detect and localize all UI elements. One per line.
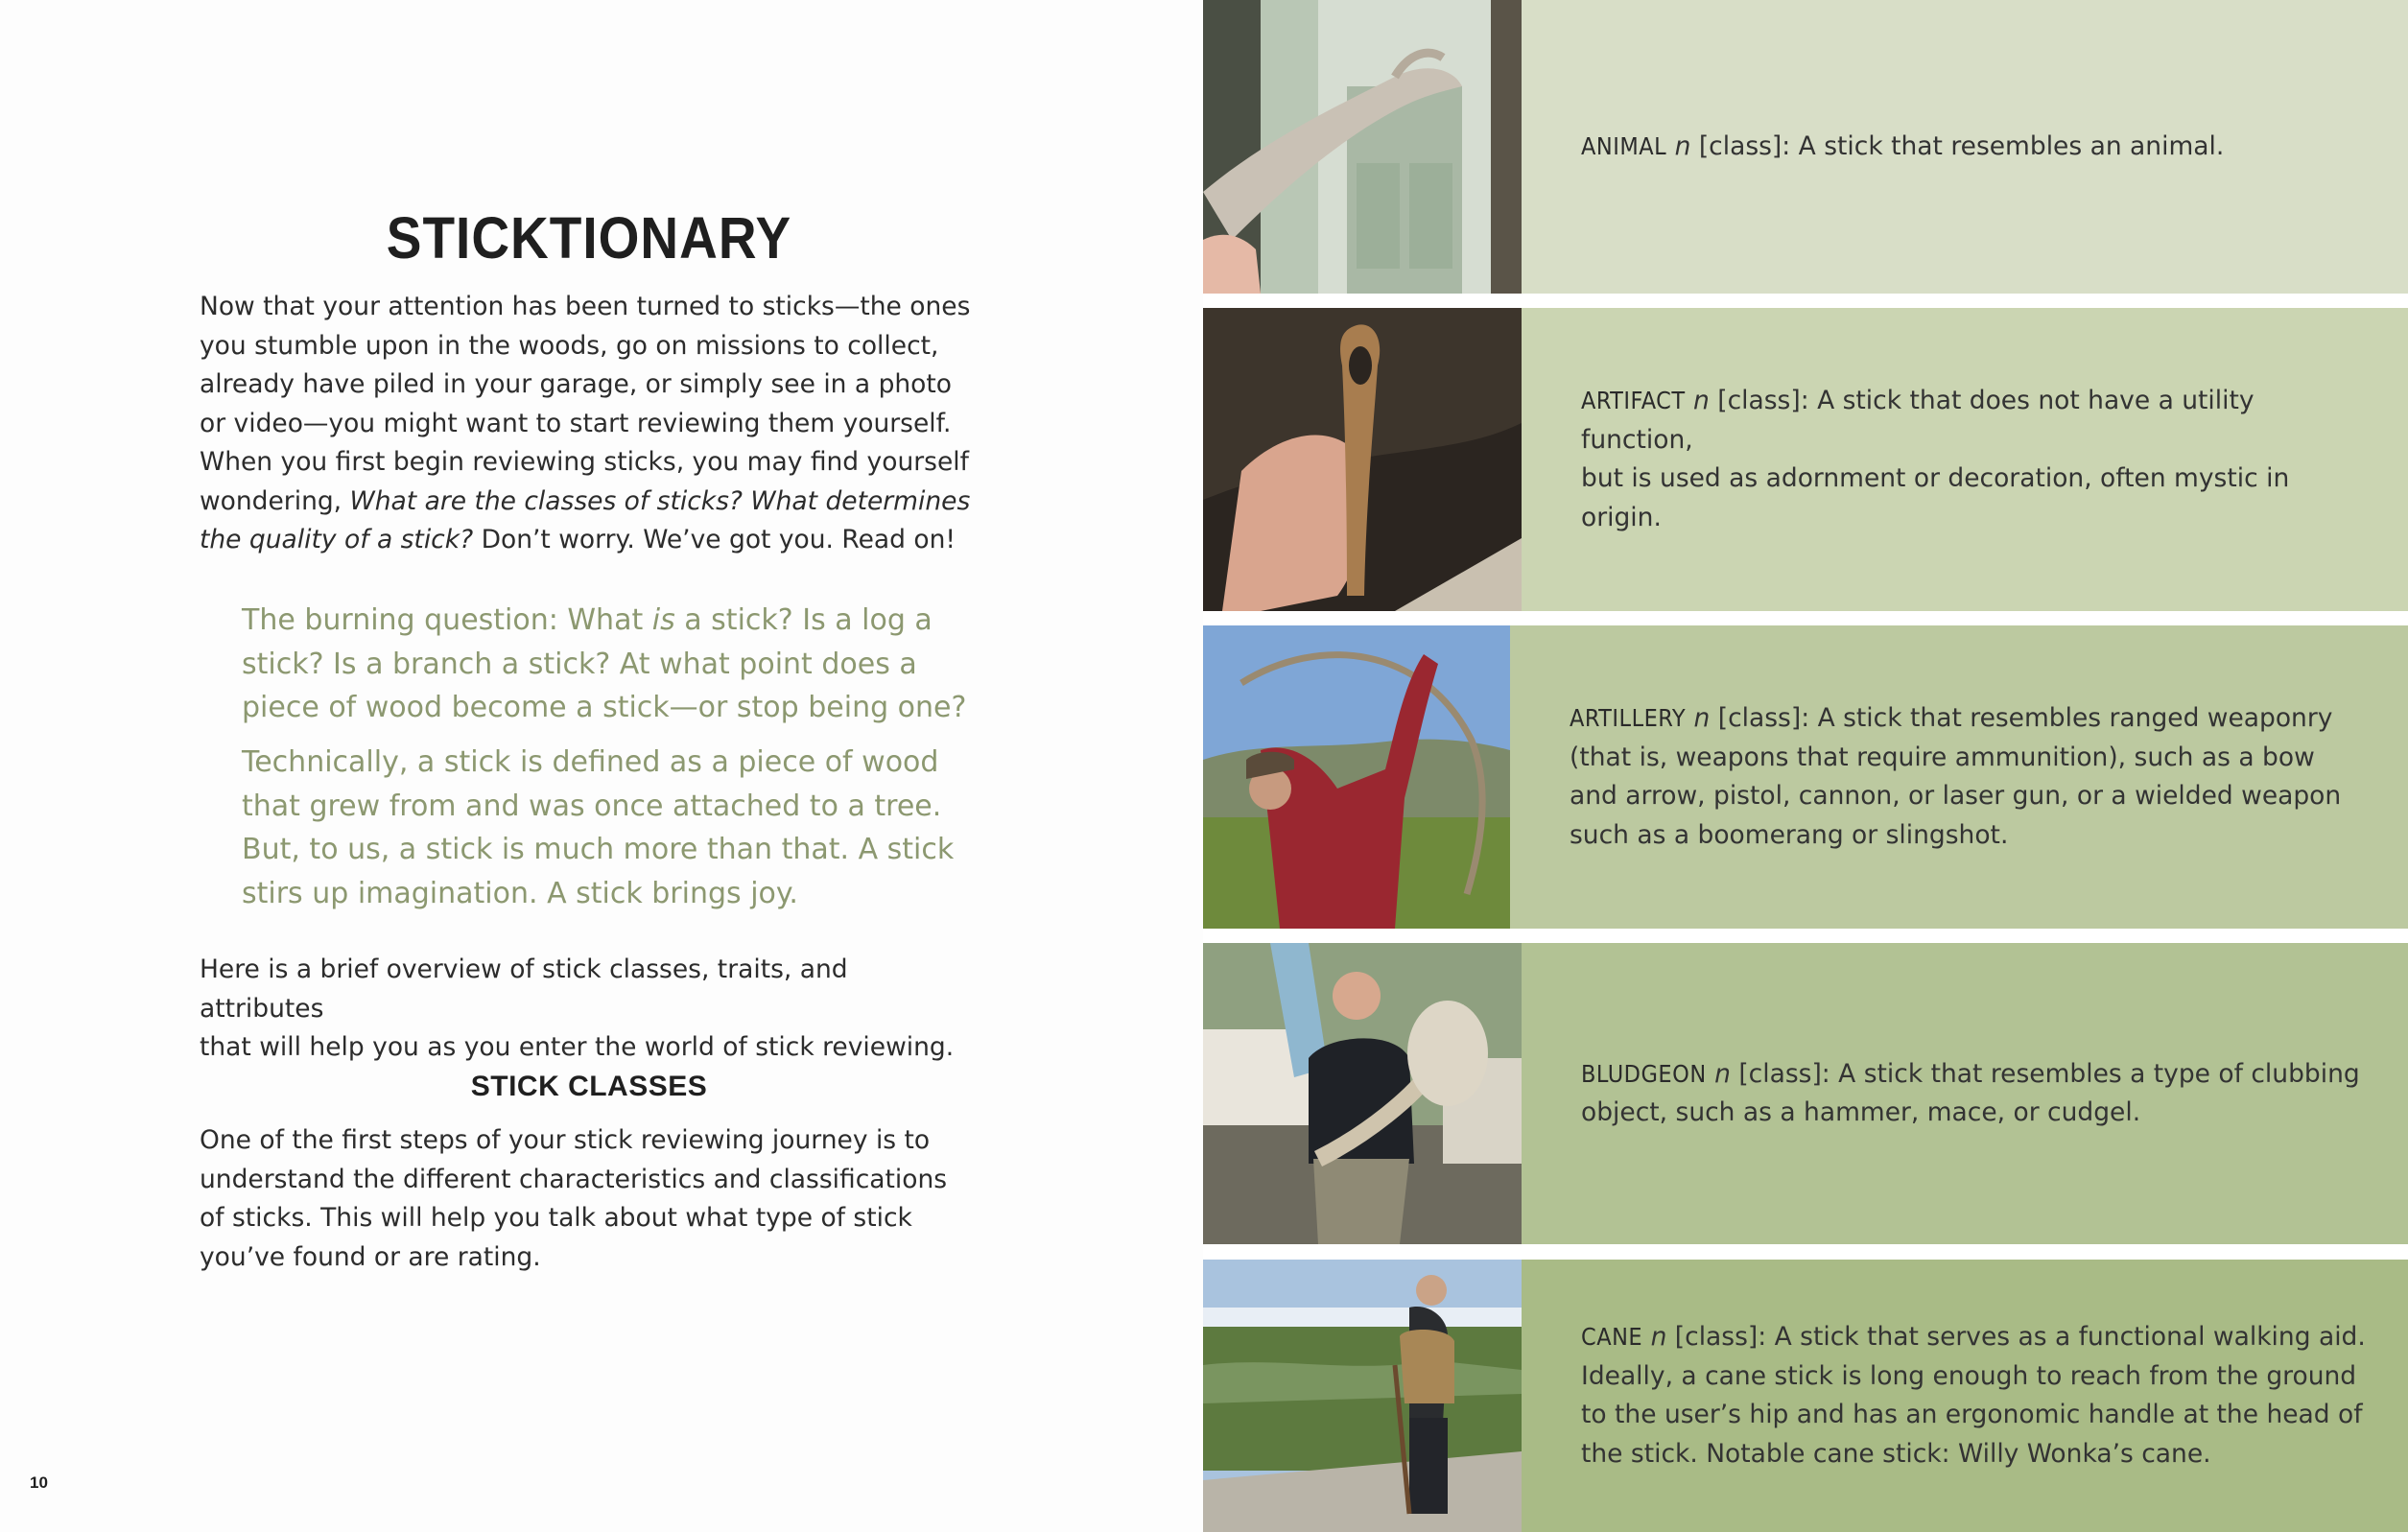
intro-line: or video—you might want to start reviewing them yourself. (200, 408, 952, 438)
intro-italic-text: What are the classes of sticks? What determines (349, 485, 971, 516)
quote-line: piece of wood become a stick—or stop being one? (242, 691, 967, 724)
definition-line: A stick that does not have a utility function, (1581, 386, 2255, 455)
pull-quote-definition (242, 741, 985, 915)
intro-line: When you first begin reviewing sticks, you may find yourself (200, 447, 969, 477)
definition-line: to the user’s hip and has an ergonomic handle at the head of (1581, 1400, 2363, 1429)
part-of-speech: n (1674, 130, 1691, 161)
entry-term: ANIMAL (1581, 131, 1667, 160)
definition-line: (that is, weapons that require ammunition), such as a bow (1570, 742, 2315, 772)
dictionary-entry-bludgeon (1203, 943, 2408, 1244)
left-page (0, 0, 1203, 1532)
intro-line: you stumble upon in the woods, go on missions to collect, (200, 330, 939, 361)
entry-term: ARTIFACT (1581, 387, 1686, 414)
carved-artifact-stick-photo (1203, 308, 1522, 611)
intro-line: Now that your attention has been turned to sticks—the ones (200, 292, 971, 321)
definition-line: A stick that resembles ranged weaponry (1817, 703, 2333, 733)
dictionary-entry-artifact (1203, 308, 2408, 611)
entry-term: CANE (1581, 1323, 1643, 1351)
intro-text: wondering, (200, 485, 350, 516)
quote-line (242, 599, 985, 643)
classes-intro-line: One of the first steps of your stick reviewing journey is to (200, 1125, 931, 1155)
definition-panel (1510, 625, 2408, 929)
overview-paragraph (200, 951, 979, 1068)
entry-term: ARTILLERY (1570, 704, 1687, 732)
overview-line: that will help you as you enter the world of stick reviewing. (200, 1032, 955, 1062)
dictionary-entry-artillery (1203, 625, 2408, 929)
quote-line: stirs up imagination. A stick brings joy. (242, 876, 798, 910)
definition-line: object, such as a hammer, mace, or cudgel. (1581, 1097, 2141, 1127)
dictionary-entry-animal (1203, 0, 2408, 294)
definition-text (1581, 1055, 2368, 1133)
section-heading: STICK CLASSES (470, 1071, 708, 1102)
definition-line: but is used as adornment or decoration, often mystic in origin. (1581, 463, 2290, 532)
quote-line: Technically, a stick is defined as a piece of wood (242, 745, 939, 779)
entry-term: BLUDGEON (1581, 1059, 1707, 1088)
intro-line (200, 483, 979, 522)
club-stick-man-photo (1203, 943, 1522, 1244)
entry-classifier: [class]: (1666, 1322, 1775, 1352)
definition-line: and arrow, pistol, cannon, or laser gun, or a wielded weapon (1570, 781, 2342, 811)
definition-line: A stick that resembles an animal. (1798, 130, 2225, 161)
definition-panel (1522, 0, 2408, 294)
definition-panel (1522, 1260, 2408, 1532)
part-of-speech: n (1693, 703, 1711, 733)
driftwood-animal-stick-photo (1203, 0, 1522, 294)
entry-classifier: [class]: (1709, 386, 1818, 415)
entry-classifier: [class]: (1690, 130, 1799, 161)
intro-text: Don’t worry. We’ve got you. Read on! (473, 525, 956, 554)
quote-line: that grew from and was once attached to a tree. (242, 789, 942, 823)
walking-cane-hiker-photo (1203, 1260, 1522, 1532)
classes-intro-line: understand the different characteristics and classifications (200, 1164, 948, 1194)
intro-line (200, 521, 979, 560)
intro-line: already have piled in your garage, or simply see in a photo (200, 369, 953, 399)
definition-panel (1522, 943, 2408, 1244)
intro-paragraph (200, 288, 979, 560)
overview-line: Here is a brief overview of stick classes, traits, and attributes (200, 955, 848, 1024)
classes-intro-paragraph (200, 1121, 979, 1277)
page-number: 10 (30, 1473, 48, 1492)
bow-stick-man-photo (1203, 625, 1510, 929)
classes-intro-line: you’ve found or are rating. (200, 1241, 541, 1272)
part-of-speech: n (1693, 386, 1710, 415)
definition-line: the stick. Notable cane stick: Willy Wonka’s cane. (1581, 1438, 2211, 1469)
definition-line: A stick that resembles a type of clubbing (1838, 1058, 2360, 1089)
quote-line: stick? Is a branch a stick? At what point does a (242, 647, 917, 681)
quote-emphasis: is (651, 603, 675, 637)
definition-panel (1522, 308, 2408, 611)
quote-text: The burning question: What (242, 603, 652, 637)
part-of-speech: n (1714, 1058, 1731, 1089)
pull-quote-question (242, 599, 985, 730)
entry-classifier: [class]: (1730, 1058, 1839, 1089)
definition-line: A stick that serves as a functional walking aid. (1774, 1322, 2366, 1352)
entry-classifier: [class]: (1710, 703, 1818, 733)
definition-line: Ideally, a cane stick is long enough to reach from the ground (1581, 1360, 2357, 1391)
definition-text (1570, 699, 2356, 855)
classes-intro-line: of sticks. This will help you talk about what type of stick (200, 1203, 912, 1233)
quote-text: a stick? Is a log a (674, 603, 933, 637)
part-of-speech: n (1650, 1322, 1667, 1352)
definition-line: such as a boomerang or slingshot. (1570, 819, 2009, 850)
definition-text (1581, 1318, 2368, 1473)
quote-line: But, to us, a stick is much more than that. A stick (242, 833, 955, 866)
definition-text (1581, 128, 2368, 167)
dictionary-entry-cane (1203, 1260, 2408, 1532)
intro-italic-text: the quality of a stick? (200, 525, 474, 554)
definition-text (1581, 382, 2368, 537)
page-title: STICKTIONARY (386, 204, 792, 271)
